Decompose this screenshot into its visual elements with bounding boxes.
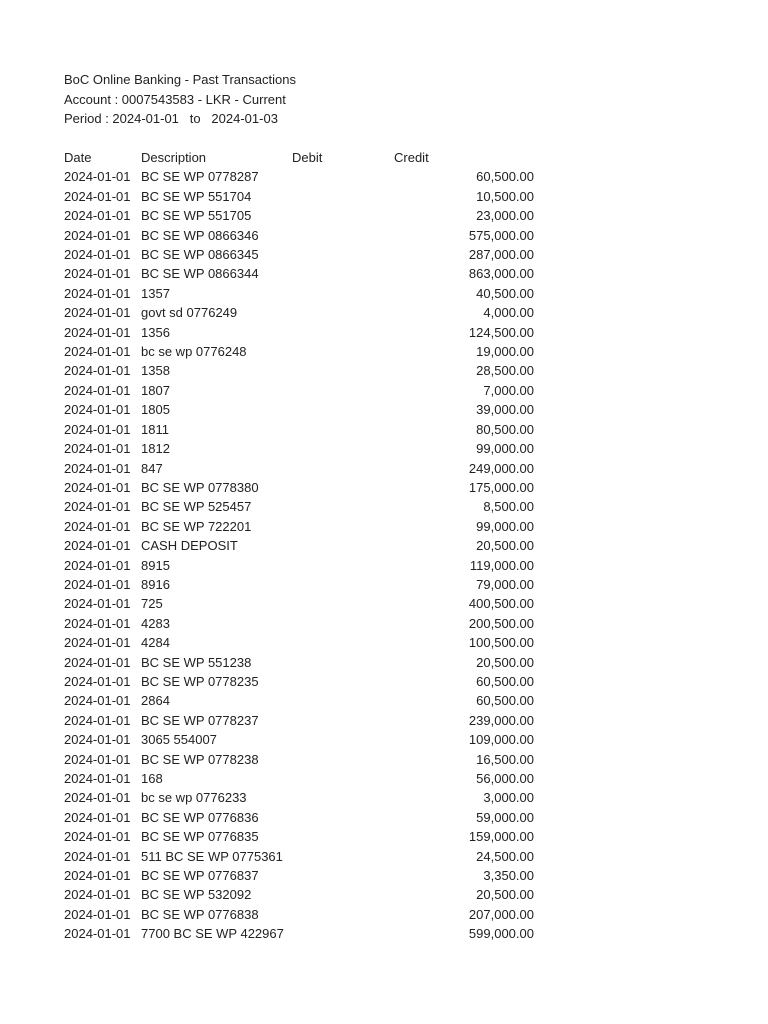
cell-description: 1811 (141, 421, 169, 437)
cell-credit: 175,000.00 (468, 479, 534, 495)
table-row (64, 497, 534, 516)
cell-description: BC SE WP 532092 (141, 887, 252, 903)
cell-credit: 23,000.00 (476, 208, 534, 224)
cell-date: 2024-01-01 (64, 538, 131, 554)
cell-debit (292, 847, 394, 866)
cell-credit: 119,000.00 (469, 557, 534, 573)
cell-credit: 599,000.00 (468, 926, 534, 942)
cell-debit (292, 167, 394, 186)
cell-debit (292, 750, 394, 769)
cell-credit: 24,500.00 (476, 848, 534, 864)
cell-debit (292, 827, 394, 846)
cell-credit: 207,000.00 (468, 906, 534, 922)
table-row (64, 653, 534, 672)
cell-debit (292, 594, 394, 613)
table-row (64, 478, 534, 497)
cell-credit: 249,000.00 (468, 460, 534, 476)
cell-credit: 60,500.00 (476, 693, 534, 709)
cell-date: 2024-01-01 (64, 771, 131, 786)
cell-date: 2024-01-01 (64, 673, 131, 689)
cell-debit (292, 556, 394, 575)
cell-date: 2024-01-01 (64, 732, 131, 748)
cell-description: 8916 (141, 576, 170, 592)
cell-date: 2024-01-01 (64, 576, 131, 592)
cell-date: 2024-01-01 (64, 596, 131, 612)
cell-debit (292, 517, 394, 536)
table-row (64, 847, 534, 866)
cell-debit (292, 866, 394, 885)
cell-date: 2024-01-01 (64, 382, 131, 398)
cell-credit: 39,000.00 (476, 402, 534, 418)
cell-date: 2024-01-01 (64, 188, 131, 204)
cell-credit: 109,000.00 (468, 732, 534, 748)
cell-debit (292, 672, 394, 691)
table-row (64, 303, 534, 322)
cell-debit (292, 614, 394, 633)
cell-debit (292, 478, 394, 497)
cell-credit: 400,500.00 (468, 596, 534, 612)
cell-date: 2024-01-01 (64, 926, 131, 942)
cell-debit (292, 730, 394, 749)
cell-credit: 20,500.00 (476, 538, 534, 554)
table-row (64, 905, 534, 924)
table-row (64, 226, 534, 245)
cell-debit (292, 284, 394, 303)
cell-credit: 10,500.00 (476, 188, 534, 204)
cell-description: 8915 (141, 557, 170, 573)
table-row (64, 788, 534, 807)
cell-date: 2024-01-01 (64, 305, 131, 321)
cell-date: 2024-01-01 (64, 363, 131, 379)
table-row (64, 924, 534, 943)
cell-description: 4284 (141, 635, 170, 651)
cell-credit: 60,500.00 (476, 169, 534, 185)
column-header-date: Date (64, 150, 92, 165)
cell-date: 2024-01-01 (64, 402, 131, 418)
table-header (64, 148, 534, 167)
cell-description: BC SE WP 0776838 (141, 906, 259, 922)
cell-credit: 16,500.00 (476, 751, 534, 767)
cell-description: BC SE WP 0866345 (141, 247, 259, 263)
cell-debit (292, 536, 394, 555)
cell-debit (292, 497, 394, 516)
table-row (64, 342, 534, 361)
cell-description: BC SE WP 551705 (141, 208, 252, 224)
cell-description: BC SE WP 551704 (141, 188, 252, 204)
cell-description: BC SE WP 551238 (141, 654, 252, 670)
cell-date: 2024-01-01 (64, 208, 131, 224)
cell-credit: 124,500.00 (468, 324, 534, 340)
cell-debit (292, 264, 394, 283)
table-row (64, 885, 534, 904)
cell-date: 2024-01-01 (64, 790, 131, 806)
cell-credit: 80,500.00 (476, 421, 534, 437)
cell-description: 725 (141, 596, 163, 612)
cell-debit (292, 361, 394, 380)
cell-date: 2024-01-01 (64, 499, 131, 515)
cell-description: BC SE WP 0866346 (141, 227, 259, 243)
table-row (64, 264, 534, 283)
cell-debit (292, 905, 394, 924)
cell-description: 511 BC SE WP 0775361 (141, 848, 283, 864)
cell-description: 1807 (141, 382, 170, 398)
cell-debit (292, 439, 394, 458)
transactions-table (64, 148, 534, 944)
column-header-debit: Debit (292, 150, 323, 165)
table-row (64, 187, 534, 206)
table-row (64, 323, 534, 342)
table-row (64, 400, 534, 419)
table-row (64, 517, 534, 536)
cell-credit: 863,000.00 (468, 266, 534, 282)
cell-credit: 200,500.00 (468, 615, 534, 631)
cell-description: BC SE WP 722201 (141, 518, 252, 534)
cell-debit (292, 381, 394, 400)
cell-date: 2024-01-01 (64, 615, 131, 631)
cell-credit: 56,000.00 (476, 771, 534, 786)
cell-date: 2024-01-01 (64, 848, 131, 864)
column-header-credit: Credit (394, 150, 429, 165)
cell-credit: 4,000.00 (483, 305, 534, 321)
cell-description: bc se wp 0776248 (141, 344, 247, 360)
cell-credit: 99,000.00 (476, 441, 534, 457)
cell-date: 2024-01-01 (64, 518, 131, 534)
table-row (64, 730, 534, 749)
cell-description: 847 (141, 460, 163, 476)
column-header-description: Description (141, 150, 207, 165)
cell-debit (292, 245, 394, 264)
cell-date: 2024-01-01 (64, 906, 131, 922)
cell-date: 2024-01-01 (64, 324, 131, 340)
cell-date: 2024-01-01 (64, 829, 131, 845)
cell-description: 1357 (141, 285, 170, 301)
table-row (64, 711, 534, 730)
table-row (64, 556, 534, 575)
table-row (64, 284, 534, 303)
table-row (64, 808, 534, 827)
table-row (64, 614, 534, 633)
table-row (64, 245, 534, 264)
cell-date: 2024-01-01 (64, 421, 131, 437)
cell-date: 2024-01-01 (64, 868, 131, 884)
table-row (64, 575, 534, 594)
cell-description: bc se wp 0776233 (141, 790, 247, 806)
document-header (64, 70, 296, 129)
cell-date: 2024-01-01 (64, 344, 131, 360)
cell-credit: 20,500.00 (476, 654, 534, 670)
cell-description: 1358 (141, 363, 170, 379)
cell-credit: 60,500.00 (476, 673, 534, 689)
cell-credit: 8,500.00 (483, 499, 534, 515)
cell-debit (292, 420, 394, 439)
cell-credit: 3,000.00 (483, 790, 534, 806)
cell-debit (292, 226, 394, 245)
period-info: Period : 2024-01-01 to 2024-01-03 (64, 111, 278, 126)
cell-description: BC SE WP 525457 (141, 499, 252, 515)
cell-credit: 159,000.00 (468, 829, 534, 845)
cell-description: BC SE WP 0778235 (141, 673, 259, 689)
cell-description: BC SE WP 0778237 (141, 712, 259, 728)
cell-description: 1812 (141, 441, 170, 457)
cell-debit (292, 206, 394, 225)
cell-date: 2024-01-01 (64, 247, 131, 263)
cell-description: BC SE WP 0866344 (141, 266, 259, 282)
cell-description: 168 (141, 771, 163, 786)
account-info: Account : 0007543583 - LKR - Current (64, 91, 286, 107)
cell-date: 2024-01-01 (64, 693, 131, 709)
cell-description: 1805 (141, 402, 170, 418)
cell-description: BC SE WP 0778287 (141, 169, 259, 185)
cell-debit (292, 575, 394, 594)
cell-description: BC SE WP 0778380 (141, 479, 259, 495)
cell-debit (292, 808, 394, 827)
table-row (64, 167, 534, 186)
cell-date: 2024-01-01 (64, 635, 131, 651)
table-row (64, 633, 534, 652)
table-row (64, 827, 534, 846)
cell-date: 2024-01-01 (64, 441, 131, 457)
cell-date: 2024-01-01 (64, 654, 131, 670)
table-row (64, 381, 534, 400)
cell-description: govt sd 0776249 (141, 305, 238, 321)
cell-debit (292, 342, 394, 361)
table-row (64, 672, 534, 691)
cell-date: 2024-01-01 (64, 266, 131, 282)
cell-credit: 79,000.00 (476, 576, 534, 592)
cell-description: 4283 (141, 615, 170, 631)
cell-date: 2024-01-01 (64, 169, 131, 185)
cell-credit: 287,000.00 (468, 247, 534, 263)
cell-description: BC SE WP 0776835 (141, 829, 259, 845)
cell-date: 2024-01-01 (64, 809, 131, 825)
cell-description: 2864 (141, 693, 170, 709)
table-row (64, 594, 534, 613)
cell-description: CASH DEPOSIT (141, 538, 238, 554)
table-row (64, 206, 534, 225)
cell-description: BC SE WP 0778238 (141, 751, 259, 767)
cell-credit: 239,000.00 (468, 712, 534, 728)
cell-debit (292, 323, 394, 342)
cell-date: 2024-01-01 (64, 227, 131, 243)
cell-description: 1356 (141, 324, 170, 340)
cell-description: 3065 554007 (141, 732, 217, 748)
cell-debit (292, 653, 394, 672)
table-row (64, 691, 534, 710)
table-row (64, 536, 534, 555)
table-row (64, 420, 534, 439)
cell-credit: 99,000.00 (476, 518, 534, 534)
cell-date: 2024-01-01 (64, 712, 131, 728)
cell-debit (292, 788, 394, 807)
table-row (64, 439, 534, 458)
cell-description: BC SE WP 0776836 (141, 809, 259, 825)
table-row (64, 769, 534, 788)
cell-debit (292, 711, 394, 730)
cell-credit: 19,000.00 (476, 344, 534, 360)
cell-debit (292, 303, 394, 322)
cell-description: BC SE WP 0776837 (141, 868, 259, 884)
table-row (64, 459, 534, 478)
cell-credit: 100,500.00 (468, 635, 534, 651)
cell-credit: 575,000.00 (468, 227, 534, 243)
cell-debit (292, 633, 394, 652)
cell-debit (292, 924, 394, 943)
cell-credit: 28,500.00 (476, 363, 534, 379)
cell-debit (292, 769, 394, 788)
cell-date: 2024-01-01 (64, 460, 131, 476)
cell-debit (292, 691, 394, 710)
cell-date: 2024-01-01 (64, 887, 131, 903)
cell-debit (292, 459, 394, 478)
table-row (64, 750, 534, 769)
cell-credit: 7,000.00 (483, 382, 534, 398)
cell-date: 2024-01-01 (64, 285, 131, 301)
cell-date: 2024-01-01 (64, 751, 131, 767)
cell-description: 7700 BC SE WP 422967 (141, 926, 284, 942)
cell-debit (292, 885, 394, 904)
cell-credit: 59,000.00 (476, 809, 534, 825)
table-row (64, 361, 534, 380)
table-body (64, 167, 534, 943)
cell-credit: 40,500.00 (476, 285, 534, 301)
cell-date: 2024-01-01 (64, 557, 131, 573)
document-title: BoC Online Banking - Past Transactions (64, 72, 296, 87)
cell-debit (292, 400, 394, 419)
table-row (64, 866, 534, 885)
cell-date: 2024-01-01 (64, 479, 131, 495)
cell-debit (292, 187, 394, 206)
cell-credit: 3,350.00 (483, 868, 534, 884)
cell-credit: 20,500.00 (476, 887, 534, 903)
